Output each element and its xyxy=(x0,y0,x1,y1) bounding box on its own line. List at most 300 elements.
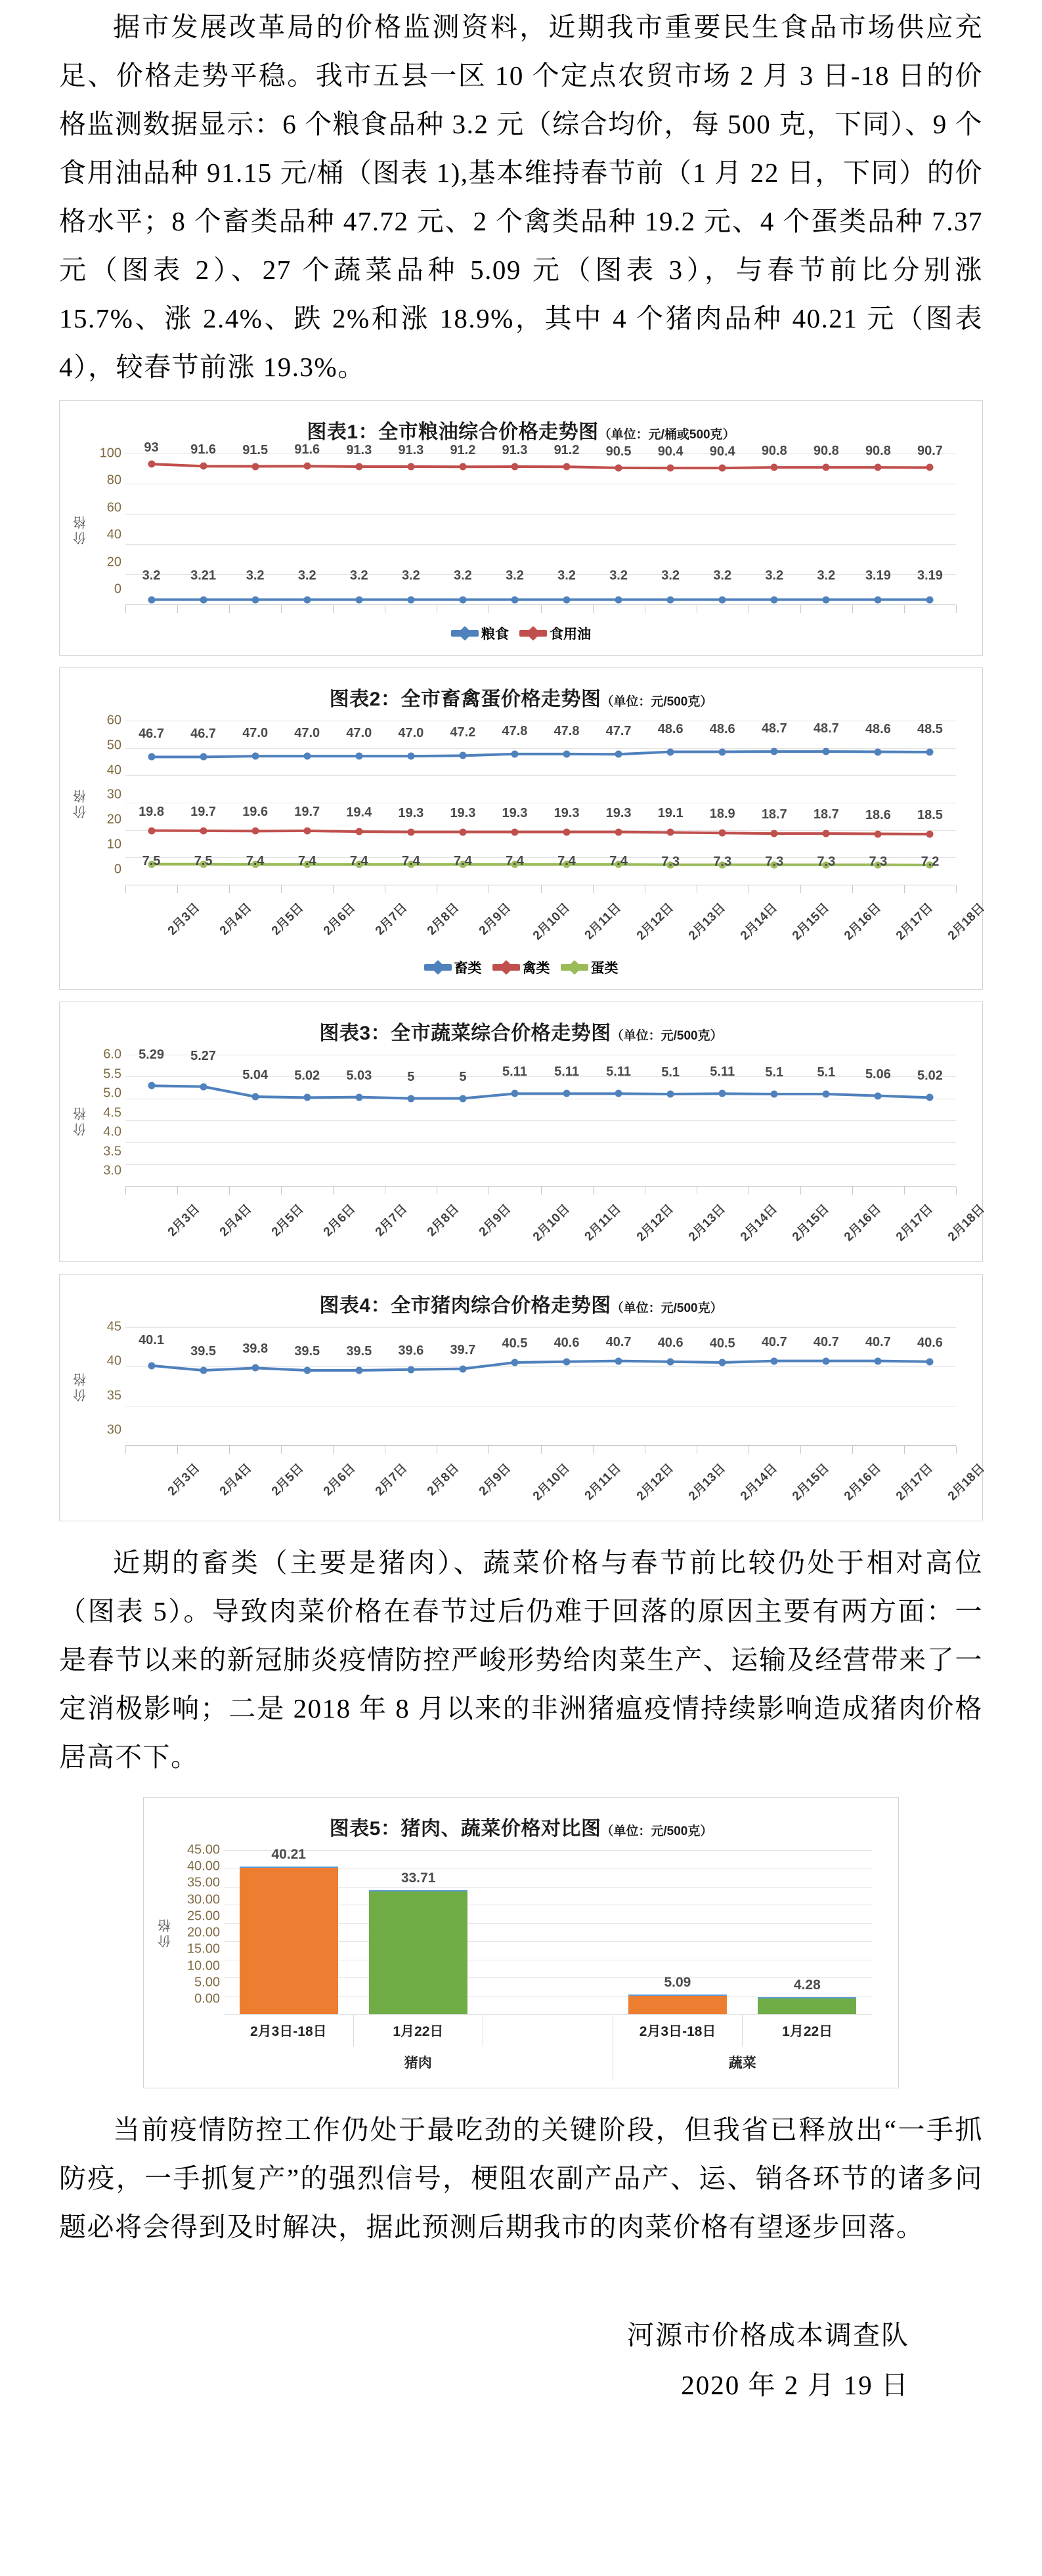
data-label: 5.02 xyxy=(917,1068,943,1084)
x-tick xyxy=(800,1446,801,1454)
y-tick-label: 10.00 xyxy=(186,1958,220,1974)
data-label: 18.6 xyxy=(865,807,891,822)
data-point-marker xyxy=(875,596,882,603)
data-label: 19.1 xyxy=(657,806,684,821)
signature-date: 2020 年 2 月 19 日 xyxy=(681,2370,909,2400)
data-label: 46.7 xyxy=(139,727,164,742)
chart-plot-area-3 xyxy=(60,1045,988,1261)
data-label: 40.7 xyxy=(761,1334,787,1349)
x-tick xyxy=(541,885,542,893)
data-point-marker xyxy=(511,1090,518,1097)
x-tick xyxy=(177,885,178,893)
x-tick xyxy=(541,1187,542,1194)
x-tick xyxy=(852,1446,853,1454)
x-tick xyxy=(281,1187,282,1194)
bar[interactable] xyxy=(628,1995,727,2014)
y-tick-label: 30 xyxy=(106,787,121,802)
x-tick-label: 2月5日 xyxy=(269,1202,307,1240)
data-label: 40.7 xyxy=(865,1334,891,1349)
x-tick-label: 2月11日 xyxy=(582,900,624,942)
y-tick-label: 40 xyxy=(106,527,121,542)
data-label: 40.6 xyxy=(657,1335,684,1350)
data-point-marker xyxy=(667,596,674,603)
data-label: 48.6 xyxy=(709,721,735,736)
data-point-marker xyxy=(355,1367,362,1374)
bar-value-label: 33.71 xyxy=(401,1870,436,1886)
data-label: 5.1 xyxy=(661,1065,680,1080)
data-point-marker xyxy=(303,463,311,470)
y-tick-label: 4.5 xyxy=(103,1105,121,1120)
data-point-marker xyxy=(459,1095,466,1102)
data-label: 91.2 xyxy=(450,443,476,458)
data-point-marker xyxy=(148,753,155,761)
data-label: 5 xyxy=(459,1069,467,1084)
data-point-marker xyxy=(771,464,778,471)
chart-title-text-3: 图表3：全市蔬菜综合价格走势图 xyxy=(319,1023,611,1044)
legend-swatch-icon xyxy=(451,630,479,637)
y-axis-label: 价格 xyxy=(74,1105,89,1136)
y-tick-label: 50 xyxy=(106,738,121,753)
data-label: 19.7 xyxy=(190,804,217,819)
chart-title-text-5: 图表5：猪肉、蔬菜价格对比图 xyxy=(329,1818,601,1840)
data-label: 19.8 xyxy=(139,804,164,819)
data-label: 5 xyxy=(407,1069,415,1084)
data-point-marker xyxy=(251,463,259,470)
chart-card-2 xyxy=(59,667,988,990)
data-point-marker xyxy=(511,463,518,471)
data-label: 7.3 xyxy=(765,854,784,869)
data-label: 48.6 xyxy=(865,721,891,736)
x-tick xyxy=(904,1187,905,1194)
data-label: 19.4 xyxy=(346,805,372,820)
x-tick xyxy=(177,1187,178,1194)
data-label: 90.5 xyxy=(605,444,632,459)
y-tick-label: 40 xyxy=(106,1353,121,1368)
chart-unit-3: （单位：元/500克） xyxy=(611,1029,723,1043)
data-label: 3.2 xyxy=(506,568,524,583)
y-tick-label: 5.0 xyxy=(103,1086,121,1101)
y-axis-label: 价格 xyxy=(74,787,89,818)
x-axis-ticks xyxy=(125,604,956,614)
data-point-marker xyxy=(823,1091,830,1098)
data-label: 39.6 xyxy=(398,1343,424,1358)
data-point-marker xyxy=(926,830,934,837)
y-tick-label: 80 xyxy=(106,473,121,488)
data-point-marker xyxy=(407,1366,414,1373)
data-point-marker xyxy=(771,1357,778,1364)
data-point-marker xyxy=(667,829,674,836)
x-tick xyxy=(229,885,230,893)
x-axis-ticks xyxy=(125,885,956,895)
data-point-marker xyxy=(563,1358,571,1365)
bar[interactable] xyxy=(369,1890,467,2014)
x-tick-label: 2月17日 xyxy=(894,1461,936,1504)
x-tick-label: 2月5日 xyxy=(269,1461,307,1499)
y-tick-label: 0 xyxy=(114,581,121,597)
data-point-marker xyxy=(875,464,882,471)
x-tick-label: 2月6日 xyxy=(320,900,358,939)
data-point-marker xyxy=(823,464,830,471)
data-point-marker xyxy=(251,828,259,835)
y-tick-label: 35.00 xyxy=(186,1875,220,1890)
x-tick xyxy=(956,1187,957,1194)
data-label: 7.5 xyxy=(194,853,213,868)
data-point-marker xyxy=(771,596,778,603)
data-point-marker xyxy=(563,596,571,603)
bar[interactable] xyxy=(240,1867,338,2014)
data-label: 90.8 xyxy=(761,444,787,459)
data-label: 91.3 xyxy=(398,443,424,458)
data-label: 47.7 xyxy=(605,724,632,739)
y-tick-label: 30 xyxy=(106,1422,121,1437)
data-point-marker xyxy=(303,1367,311,1374)
data-label: 7.4 xyxy=(609,854,628,869)
signature-block xyxy=(59,2310,983,2410)
y-tick-label: 5.5 xyxy=(103,1066,121,1081)
y-axis-label: 价格 xyxy=(158,1916,173,1948)
y-tick-label: 25.00 xyxy=(186,1909,220,1924)
data-point-marker xyxy=(251,753,259,760)
data-label: 40.5 xyxy=(502,1336,528,1351)
y-tick-label: 6.0 xyxy=(103,1047,121,1062)
data-label: 39.5 xyxy=(294,1344,320,1359)
data-point-marker xyxy=(459,752,466,759)
bar-container xyxy=(224,1846,872,2014)
x-tick-label: 2月14日 xyxy=(738,1461,781,1504)
bar-category-label xyxy=(483,2015,613,2046)
x-axis-ticks xyxy=(125,1445,956,1455)
data-label: 5.11 xyxy=(554,1065,579,1080)
x-tick-label: 2月8日 xyxy=(424,1461,462,1499)
data-label: 91.3 xyxy=(346,443,372,458)
x-tick-label: 2月3日 xyxy=(165,1202,203,1240)
data-label: 48.6 xyxy=(657,721,684,736)
data-label: 40.7 xyxy=(605,1334,632,1349)
data-label: 19.6 xyxy=(242,805,269,820)
data-point-marker xyxy=(563,828,571,835)
data-label: 19.3 xyxy=(502,805,528,820)
x-tick-label: 2月11日 xyxy=(582,1461,624,1503)
data-label: 47.0 xyxy=(242,726,269,741)
data-point-marker xyxy=(511,1359,518,1366)
x-tick xyxy=(333,605,334,613)
data-label: 5.27 xyxy=(190,1048,217,1063)
data-label: 47.0 xyxy=(346,726,372,741)
bar-slot xyxy=(353,1850,483,2014)
data-label: 5.11 xyxy=(710,1065,735,1080)
chart-title-3 xyxy=(60,1002,982,1045)
data-label: 19.3 xyxy=(554,805,580,820)
data-point-marker xyxy=(459,463,466,471)
data-point-marker xyxy=(875,1357,882,1364)
legend-item[interactable] xyxy=(561,958,619,977)
data-label: 7.3 xyxy=(661,854,680,869)
x-tick xyxy=(852,605,853,613)
data-point-marker xyxy=(771,748,778,755)
x-tick-label: 2月3日 xyxy=(165,1461,203,1499)
bar-slot xyxy=(224,1846,353,2014)
data-point-marker xyxy=(407,753,414,760)
x-tick-label: 2月6日 xyxy=(320,1202,358,1240)
data-point-marker xyxy=(615,1090,622,1097)
data-label: 3.2 xyxy=(609,568,628,583)
data-label: 3.2 xyxy=(401,568,420,583)
data-label: 3.2 xyxy=(246,568,265,583)
x-tick xyxy=(333,1187,334,1194)
y-tick-label: 15.00 xyxy=(186,1941,220,1956)
y-tick-label: 60 xyxy=(106,713,121,728)
x-tick xyxy=(488,885,489,893)
y-tick-label: 20 xyxy=(106,555,121,570)
data-label: 18.5 xyxy=(917,807,943,822)
data-point-marker xyxy=(823,1357,830,1364)
chart-plot-area-4 xyxy=(60,1318,988,1521)
data-label: 7.4 xyxy=(506,854,524,869)
x-tick-label: 2月12日 xyxy=(634,1461,677,1504)
x-tick xyxy=(956,605,957,613)
x-tick xyxy=(852,885,853,893)
x-tick xyxy=(229,1446,230,1454)
data-label: 40.1 xyxy=(139,1332,164,1347)
x-tick xyxy=(541,605,542,613)
data-label: 5.06 xyxy=(865,1066,891,1082)
y-axis-ticks xyxy=(90,1319,125,1445)
x-tick xyxy=(125,605,126,613)
data-point-marker xyxy=(251,1093,259,1101)
x-tick-label: 2月5日 xyxy=(269,900,307,939)
legend-item[interactable] xyxy=(424,958,482,977)
x-tick-label: 2月15日 xyxy=(790,1461,833,1504)
data-label: 48.7 xyxy=(813,721,839,736)
x-tick xyxy=(593,1187,594,1194)
bar-group-labels xyxy=(224,2046,872,2081)
y-tick-label: 45 xyxy=(106,1319,121,1334)
chart-legend xyxy=(60,951,982,989)
x-tick xyxy=(800,1187,801,1194)
data-label: 91.3 xyxy=(502,443,528,458)
data-label: 3.19 xyxy=(865,568,891,583)
data-point-marker xyxy=(615,464,622,471)
data-point-marker xyxy=(563,463,571,471)
plot-canvas xyxy=(224,1846,872,2014)
data-label: 3.21 xyxy=(190,568,217,583)
chart-unit-1: （单位：元/桶或500克） xyxy=(598,428,735,442)
data-point-marker xyxy=(875,748,882,755)
data-label: 5.04 xyxy=(242,1068,269,1082)
x-tick xyxy=(904,605,905,613)
x-tick xyxy=(800,885,801,893)
data-label: 3.2 xyxy=(297,568,316,583)
legend-swatch-icon xyxy=(492,964,520,971)
signature-organization: 河源市价格成本调查队 xyxy=(627,2320,909,2350)
x-tick-label: 2月17日 xyxy=(894,1202,936,1244)
grid-line xyxy=(224,2014,872,2015)
data-point-marker xyxy=(200,1367,207,1374)
bar-category-labels xyxy=(224,2014,872,2046)
legend-item[interactable] xyxy=(492,958,550,977)
paragraph-2: 近期的畜类（主要是猪肉）、蔬菜价格与春节前比较仍处于相对高位（图表 5）。导致肉菜价格在春节过后仍难于回落的原因主要有两方面：一是春节以来的新冠肺炎疫情防控严峻形势给肉菜生产、运输及经营带来了一定消极影响；二是 2018 年 8 月以来的非洲猪瘟疫情持续影响造成猪肉价格居高不下。 xyxy=(59,1548,983,1772)
x-tick-label: 2月9日 xyxy=(476,1461,514,1499)
data-point-marker xyxy=(251,596,259,603)
data-label: 39.5 xyxy=(346,1344,372,1359)
x-tick-label: 2月14日 xyxy=(738,1202,781,1244)
chart-title-4 xyxy=(60,1275,982,1318)
data-label: 18.7 xyxy=(813,807,839,822)
data-point-marker xyxy=(148,596,155,603)
y-tick-label: 0.00 xyxy=(194,1991,220,2006)
legend-label: 畜类 xyxy=(454,961,482,976)
x-tick-label: 2月6日 xyxy=(320,1461,358,1499)
data-label: 47.2 xyxy=(450,725,476,740)
x-tick xyxy=(593,1446,594,1454)
data-label: 93 xyxy=(144,440,159,455)
y-tick-label: 45.00 xyxy=(186,1842,220,1857)
x-tick-label: 2月9日 xyxy=(476,1202,514,1240)
data-point-marker xyxy=(926,596,934,603)
x-tick-label: 2月15日 xyxy=(790,900,833,943)
data-point-marker xyxy=(251,1364,259,1372)
x-tick xyxy=(904,1446,905,1454)
data-point-marker xyxy=(303,1094,311,1101)
data-label: 39.8 xyxy=(242,1341,269,1357)
data-label: 5.03 xyxy=(346,1068,372,1083)
data-label: 5.1 xyxy=(765,1065,784,1080)
data-point-marker xyxy=(719,830,726,837)
y-axis-ticks xyxy=(90,1047,125,1186)
data-point-marker xyxy=(200,827,207,834)
data-point-marker xyxy=(823,748,830,755)
x-tick-label: 2月18日 xyxy=(945,900,988,943)
data-point-marker xyxy=(926,464,934,471)
plot-canvas xyxy=(125,721,956,885)
plot-canvas xyxy=(125,1047,956,1186)
y-tick-label: 4.0 xyxy=(103,1124,121,1139)
data-label: 7.3 xyxy=(713,854,732,869)
data-label: 7.4 xyxy=(401,854,420,869)
x-tick-label: 2月7日 xyxy=(372,1461,410,1499)
x-tick xyxy=(125,885,126,893)
y-axis-label: 价格 xyxy=(74,513,89,545)
data-label: 3.2 xyxy=(817,568,836,583)
legend-swatch-icon xyxy=(519,630,547,637)
data-label: 90.4 xyxy=(657,444,684,459)
data-point-marker xyxy=(875,830,882,837)
data-point-marker xyxy=(926,1358,934,1365)
chart-title-text-2: 图表2：全市畜禽蛋价格走势图 xyxy=(329,688,601,710)
bar-category-label: 2月3日-18日 xyxy=(613,2015,743,2046)
data-label: 3.2 xyxy=(349,568,368,583)
data-point-marker xyxy=(303,753,311,760)
spacer xyxy=(60,1252,982,1261)
legend-swatch-icon xyxy=(424,964,452,971)
chart-card-5 xyxy=(143,1797,899,2088)
x-tick-label: 2月8日 xyxy=(424,1202,462,1240)
legend-item[interactable] xyxy=(519,623,591,643)
data-point-marker xyxy=(823,596,830,603)
data-label: 5.11 xyxy=(502,1065,527,1080)
data-point-marker xyxy=(563,750,571,757)
chart-title-2 xyxy=(60,668,982,711)
x-tick-label: 2月4日 xyxy=(217,1461,255,1499)
legend-swatch-icon xyxy=(561,964,588,971)
x-tick xyxy=(904,885,905,893)
x-tick-label: 2月3日 xyxy=(165,900,203,939)
data-label: 19.3 xyxy=(398,805,424,820)
x-tick-label: 2月10日 xyxy=(530,1202,573,1244)
x-tick xyxy=(125,1187,126,1194)
data-label: 3.2 xyxy=(713,568,732,583)
data-point-marker xyxy=(926,748,934,755)
data-point-marker xyxy=(148,827,155,834)
bar-category-label: 1月22日 xyxy=(782,2024,833,2039)
data-point-marker xyxy=(200,1083,207,1090)
x-tick-label: 2月10日 xyxy=(530,900,573,943)
bar[interactable] xyxy=(758,1997,856,2014)
chart-title-text-4: 图表4：全市猪肉综合价格走势图 xyxy=(319,1295,611,1317)
data-label: 91.5 xyxy=(242,442,269,457)
y-tick-label: 100 xyxy=(99,446,121,461)
data-label: 5.29 xyxy=(139,1047,164,1063)
chart-card-1 xyxy=(59,400,983,656)
x-axis-labels xyxy=(125,1196,988,1252)
data-label: 3.2 xyxy=(765,568,784,583)
bar-category-label: 1月22日 xyxy=(354,2015,484,2046)
data-label: 91.2 xyxy=(554,443,580,458)
data-label: 46.7 xyxy=(190,727,217,742)
data-label: 47.0 xyxy=(398,726,424,741)
plot-canvas xyxy=(125,440,956,604)
bar-value-label: 4.28 xyxy=(793,1977,821,1993)
x-tick-label: 2月12日 xyxy=(634,1202,677,1244)
data-label: 19.3 xyxy=(605,805,632,820)
x-tick-label: 2月10日 xyxy=(530,1461,573,1504)
y-tick-label: 5.00 xyxy=(194,1975,220,1990)
data-point-marker xyxy=(303,827,311,834)
data-label: 5.02 xyxy=(294,1068,320,1084)
plot-canvas xyxy=(125,1327,956,1445)
data-point-marker xyxy=(355,596,362,603)
chart-card-4 xyxy=(59,1274,988,1521)
data-label: 90.4 xyxy=(709,444,735,459)
data-point-marker xyxy=(615,828,622,835)
data-point-marker xyxy=(407,828,414,835)
data-label: 7.3 xyxy=(869,854,888,869)
data-point-marker xyxy=(563,1090,571,1097)
data-point-marker xyxy=(355,463,362,471)
x-tick-label: 2月9日 xyxy=(476,900,514,939)
bar-value-label: 40.21 xyxy=(271,1846,306,1862)
x-tick xyxy=(333,1446,334,1454)
y-tick-label: 40.00 xyxy=(186,1859,220,1874)
data-label: 3.2 xyxy=(661,568,680,583)
paragraph-1: 据市发展改革局的价格监测资料，近期我市重要民生食品市场供应充足、价格走势平稳。我市五县一区 10 个定点农贸市场 2 月 3 日-18 日的价格监测数据显示：6 个粮食品种 3.2 元（综合均价，每 500 克，下同）、9 个食用油品种 91.15 元/桶（图表 1),基本维持春节前（1 月 22 日，下同）的价格水平；8 个畜类品种 47.72 元、2 个禽类品种 19.2 元、4 个蛋类品种 7.37 元（图表 2）、27 个蔬菜品种 5.09 元（图表 3），与春节前比分别涨 15.7%、涨 2.4%、跌 2%和涨 18.9%，其中 4 个猪肉品种 40.21 元（图表 4），较春节前涨 19.3%。 xyxy=(59,12,983,382)
data-label: 3.19 xyxy=(917,568,943,583)
chart-title-text-1: 图表1：全市粮油综合价格走势图 xyxy=(307,421,599,443)
data-point-marker xyxy=(771,1091,778,1098)
data-point-marker xyxy=(667,1091,674,1098)
data-label: 40.5 xyxy=(709,1336,735,1351)
paragraph-3: 当前疫情防控工作仍处于最吃劲的关键阶段，但我省已释放出“一手抓防疫，一手抓复产”的强烈信号，梗阻农副产品产、运、销各环节的诸多问题必将会得到及时解决，据此预测后期我市的肉菜价格有望逐步回落。 xyxy=(59,2115,983,2242)
legend-item[interactable] xyxy=(451,623,509,643)
data-point-marker xyxy=(148,1362,155,1369)
x-tick-label: 2月11日 xyxy=(582,1202,624,1244)
x-tick-label: 2月4日 xyxy=(217,1202,255,1240)
data-label: 90.7 xyxy=(917,444,943,459)
data-label: 40.6 xyxy=(917,1335,943,1350)
data-point-marker xyxy=(511,596,518,603)
data-label: 39.5 xyxy=(190,1344,217,1359)
x-tick xyxy=(333,885,334,893)
